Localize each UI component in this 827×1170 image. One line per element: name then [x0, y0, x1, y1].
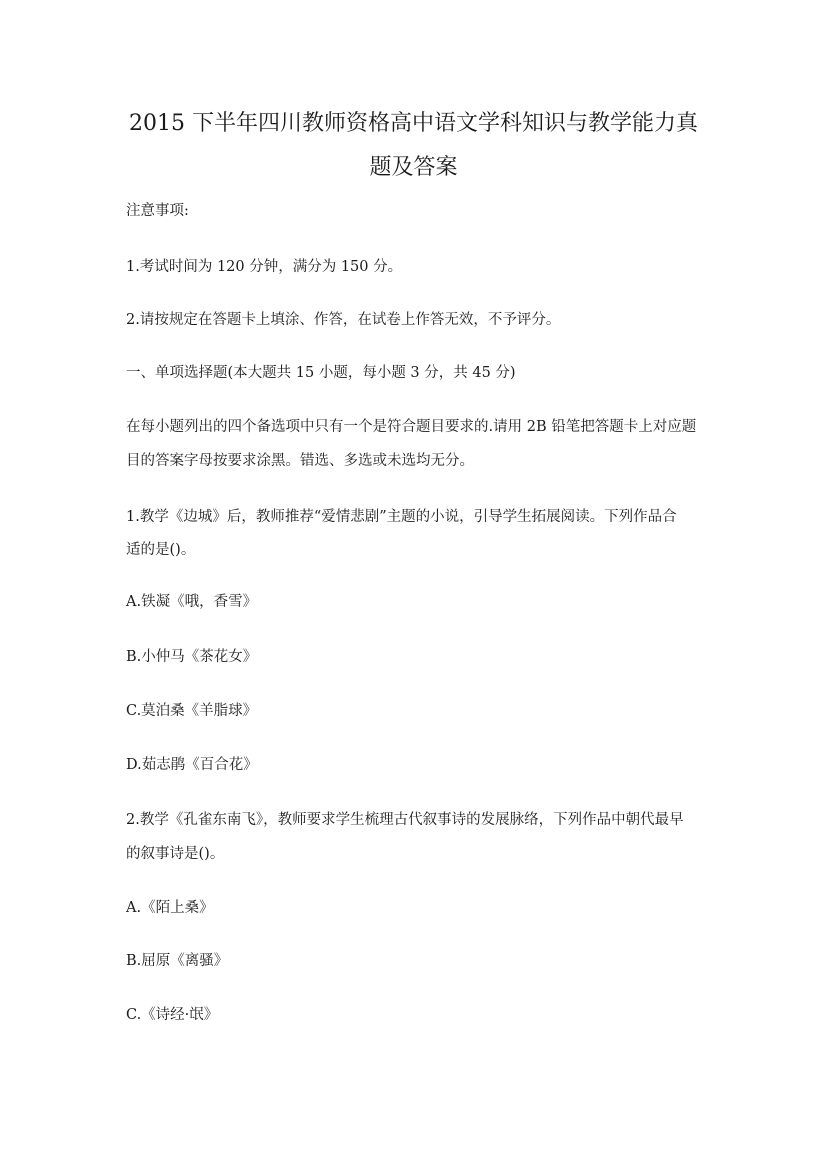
- question-2-stem-line-1: 2.教学《孔雀东南飞》，教师要求学生梳理古代叙事诗的发展脉络，下列作品中朝代最早: [126, 812, 684, 828]
- question-2-option-c: C.《诗经·氓》: [126, 1007, 219, 1023]
- question-1-option-c: C.莫泊桑《羊脂球》: [126, 703, 258, 719]
- document-title: [110, 102, 717, 190]
- question-1-option-a: A.铁凝《哦，香雪》: [126, 594, 258, 610]
- notice-item-2: 2.请按规定在答题卡上填涂、作答，在试卷上作答无效，不予评分。: [126, 312, 561, 328]
- section-heading: 一、单项选择题(本大题共 15 小题，每小题 3 分，共 45 分): [126, 365, 516, 381]
- section-instruction-line-2: 目的答案字母按要求涂黑。错选、多选或未选均无分。: [126, 453, 474, 469]
- title-line-1: 2015 下半年四川教师资格高中语文学科知识与教学能力真: [129, 111, 698, 136]
- question-2-stem-line-2: 的叙事诗是()。: [126, 846, 225, 862]
- question-1-stem-line-2: 适的是()。: [126, 542, 196, 558]
- question-1-stem-line-1: 1.教学《边城》后，教师推荐“爱情悲剧”主题的小说，引导学生拓展阅读。下列作品合: [126, 509, 677, 525]
- question-2-option-b: B.屈原《离骚》: [126, 953, 229, 969]
- notice-heading: 注意事项:: [126, 203, 189, 219]
- title-line-2: 题及答案: [369, 155, 458, 180]
- notice-item-1: 1.考试时间为 120 分钟，满分为 150 分。: [126, 259, 403, 275]
- question-1-option-b: B.小仲马《茶花女》: [126, 649, 258, 665]
- section-instruction-line-1: 在每小题列出的四个备选项中只有一个是符合题目要求的.请用 2B 铅笔把答题卡上对应题: [126, 419, 697, 435]
- question-1-option-d: D.茹志鹃《百合花》: [126, 757, 258, 773]
- question-2-option-a: A.《陌上桑》: [126, 900, 214, 916]
